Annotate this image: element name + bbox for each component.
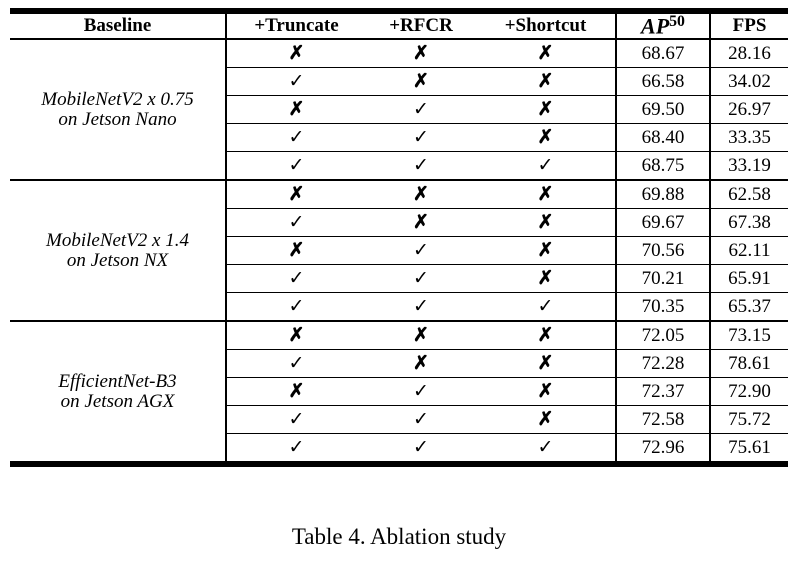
column-header-fps: FPS [710,14,788,39]
table-caption: Table 4. Ablation study [291,524,507,549]
baseline-line-2: on Jetson AGX [60,390,175,412]
mark-rfcr: ✗ [413,42,429,64]
table-header-row [10,14,788,39]
mark-rfcr: ✓ [366,265,476,293]
value-fps: 73.15 [710,322,788,350]
value-fps: 67.38 [710,209,788,237]
value-ap50: 68.40 [616,124,710,152]
value-fps: 33.19 [710,152,788,181]
value-ap50: 70.35 [616,293,710,322]
value-ap50: 70.21 [616,265,710,293]
mark-shortcut: ✓ [476,434,616,465]
baseline-label-group-1 [10,40,226,180]
mark-shortcut: ✓ [476,293,616,322]
value-ap50: 70.56 [616,237,710,265]
mark-rfcr: ✓ [366,293,476,322]
mark-shortcut: ✗ [476,378,616,406]
mark-shortcut: ✗ [476,406,616,434]
mark-rfcr: ✗ [366,209,476,237]
mark-rfcr: ✗ [366,350,476,378]
baseline-label-group-3 [10,322,226,464]
column-header-ap50 [616,14,710,39]
value-fps: 65.91 [710,265,788,293]
value-fps: 65.37 [710,293,788,322]
mark-truncate: ✓ [226,265,366,293]
mark-shortcut: ✗ [476,350,616,378]
table-row [10,40,788,68]
value-fps: 28.16 [710,40,788,68]
mark-rfcr: ✗ [366,68,476,96]
value-ap50: 66.58 [616,68,710,96]
value-ap50: 72.96 [616,434,710,465]
value-fps: 72.90 [710,378,788,406]
value-fps: 78.61 [710,350,788,378]
baseline-line-1: MobileNetV2 x 1.4 [46,229,189,251]
value-fps: 75.72 [710,406,788,434]
ap-label: AP [641,13,670,39]
mark-truncate: ✓ [226,152,366,181]
mark-rfcr: ✓ [366,237,476,265]
mark-truncate: ✗ [226,96,366,124]
baseline-line-2: on Jetson NX [66,249,169,271]
value-fps: 62.11 [710,237,788,265]
mark-truncate: ✓ [226,406,366,434]
baseline-label-group-2 [10,181,226,321]
value-ap50: 68.67 [616,40,710,68]
mark-shortcut: ✗ [537,324,554,346]
value-ap50: 72.28 [616,350,710,378]
mark-truncate: ✓ [226,293,366,322]
mark-shortcut: ✗ [476,237,616,265]
ap-superscript: 50 [669,13,685,30]
ablation-study-table [10,8,788,467]
baseline-line-2: on Jetson Nano [58,108,177,130]
mark-shortcut: ✗ [537,42,554,64]
value-fps: 33.35 [710,124,788,152]
table-bottom-rule [10,464,788,467]
mark-rfcr: ✗ [413,183,429,205]
mark-truncate: ✗ [288,42,305,64]
mark-shortcut: ✗ [476,209,616,237]
mark-truncate: ✗ [226,378,366,406]
value-ap50: 68.75 [616,152,710,181]
value-ap50: 72.58 [616,406,710,434]
value-fps: 26.97 [710,96,788,124]
column-header-rfcr: +RFCR [389,15,453,37]
mark-shortcut: ✗ [476,96,616,124]
mark-truncate: ✓ [226,124,366,152]
mark-truncate: ✗ [226,237,366,265]
mark-shortcut: ✗ [537,183,554,205]
mark-rfcr: ✓ [366,406,476,434]
value-ap50: 69.88 [616,181,710,209]
mark-rfcr: ✗ [413,324,429,346]
baseline-line-1: MobileNetV2 x 0.75 [41,88,194,110]
mark-truncate: ✗ [288,324,305,346]
value-fps: 62.58 [710,181,788,209]
value-ap50: 72.37 [616,378,710,406]
mark-shortcut: ✗ [476,68,616,96]
column-header-truncate: +Truncate [226,14,366,39]
column-header-shortcut: +Shortcut [504,15,587,37]
mark-shortcut: ✗ [476,124,616,152]
mark-rfcr: ✓ [366,152,476,181]
mark-truncate: ✗ [288,183,305,205]
value-fps: 75.61 [710,434,788,465]
column-header-baseline: Baseline [83,15,152,37]
mark-shortcut: ✓ [476,152,616,181]
mark-rfcr: ✓ [366,96,476,124]
value-ap50: 69.50 [616,96,710,124]
mark-truncate: ✓ [226,434,366,465]
baseline-line-1: EfficientNet-B3 [58,370,177,392]
table-row [10,322,788,350]
mark-rfcr: ✓ [366,378,476,406]
mark-rfcr: ✓ [366,434,476,465]
mark-rfcr: ✓ [366,124,476,152]
value-fps: 34.02 [710,68,788,96]
value-ap50: 72.05 [616,322,710,350]
table-row [10,181,788,209]
mark-truncate: ✓ [226,68,366,96]
mark-truncate: ✓ [226,350,366,378]
value-ap50: 69.67 [616,209,710,237]
mark-truncate: ✓ [226,209,366,237]
mark-shortcut: ✗ [476,265,616,293]
